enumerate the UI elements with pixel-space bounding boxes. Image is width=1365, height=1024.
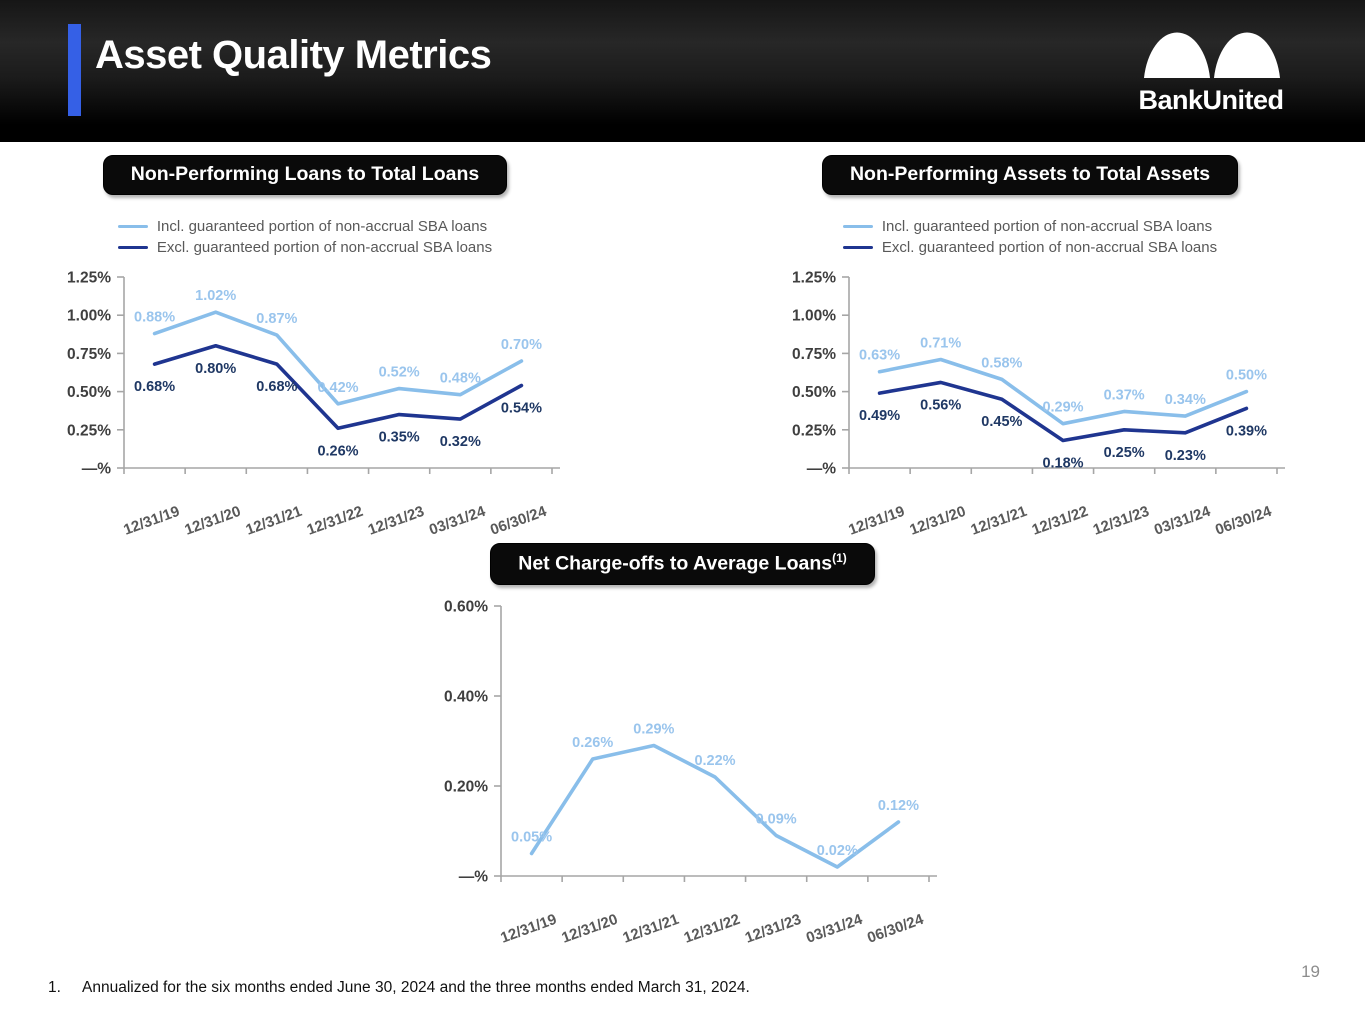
svg-text:1.25%: 1.25% [67,269,111,287]
svg-text:12/31/21: 12/31/21 [968,502,1030,539]
svg-text:0.29%: 0.29% [1042,399,1084,416]
svg-text:0.75%: 0.75% [792,345,836,363]
page-title: Asset Quality Metrics [95,33,492,77]
slide-content [0,142,1365,947]
accent-bar [68,24,81,116]
svg-text:0.42%: 0.42% [317,379,359,396]
svg-text:0.12%: 0.12% [877,797,919,814]
legend-label-excl: Excl. guaranteed portion of non-accrual SBA loans [881,239,1218,256]
logo-arches-icon [1135,12,1287,78]
svg-text:0.75%: 0.75% [67,345,111,363]
svg-text:0.05%: 0.05% [510,829,552,845]
chart-title-nco-footnote-ref: (1) [832,551,847,565]
footnote [48,979,750,997]
svg-text:1.00%: 1.00% [67,307,111,325]
svg-text:0.70%: 0.70% [500,337,542,354]
svg-text:0.45%: 0.45% [981,414,1023,431]
legend-item-excl [118,237,492,258]
legend-label-incl: Incl. guaranteed portion of non-accrual SBA loans [156,218,488,235]
svg-text:0.39%: 0.39% [1225,423,1267,440]
svg-text:0.40%: 0.40% [443,688,488,705]
chart-title-npa [822,155,1238,195]
svg-text:0.49%: 0.49% [859,408,901,425]
chart-block-npa [765,155,1295,539]
svg-text:0.52%: 0.52% [378,364,420,381]
svg-text:0.71%: 0.71% [920,335,962,352]
svg-text:1.02%: 1.02% [195,288,237,305]
svg-text:0.50%: 0.50% [792,384,836,402]
page-number: 19 [1301,962,1320,981]
svg-text:—%: —% [458,868,488,885]
footnote-text: Annualized for the six months ended June 30, 2024 and the three months ended March 31, 2024. [82,979,750,996]
legend-item-incl [118,216,492,237]
svg-text:0.02%: 0.02% [816,842,858,859]
svg-text:0.54%: 0.54% [500,400,542,417]
logo-wordmark: BankUnited [1138,85,1284,115]
bankunited-logo [1135,12,1287,116]
svg-text:0.23%: 0.23% [1164,447,1206,464]
svg-text:0.37%: 0.37% [1103,387,1145,404]
svg-text:0.29%: 0.29% [632,721,674,737]
svg-text:12/31/22: 12/31/22 [1029,502,1091,539]
npa-line-chart [765,263,1295,539]
svg-text:12/31/23: 12/31/23 [365,502,427,539]
svg-text:06/30/24: 06/30/24 [1213,502,1274,539]
svg-text:0.87%: 0.87% [256,311,298,328]
svg-text:0.63%: 0.63% [859,347,901,364]
svg-text:0.22%: 0.22% [693,752,736,769]
svg-text:12/31/20: 12/31/20 [907,502,969,539]
legend-label-incl: Incl. guaranteed portion of non-accrual SBA loans [881,218,1213,235]
svg-text:12/31/23: 12/31/23 [742,910,804,947]
footnote-number: 1. [48,979,61,996]
svg-text:12/31/23: 12/31/23 [1090,502,1152,539]
chart-title-npl [103,155,507,195]
chart-title-npl-text: Non-Performing Loans to Total Loans [130,163,480,185]
svg-text:0.32%: 0.32% [439,434,481,451]
svg-text:1.00%: 1.00% [792,307,836,325]
top-chart-row [0,142,1365,539]
legend-swatch-incl [118,225,148,229]
nco-line-chart [413,590,953,947]
svg-text:0.60%: 0.60% [443,598,488,615]
svg-text:—%: —% [806,460,836,478]
npl-line-chart [40,263,570,539]
svg-text:0.56%: 0.56% [920,397,962,414]
legend-item-incl [843,216,1217,237]
svg-text:0.68%: 0.68% [256,379,298,396]
chart-block-npl [40,155,570,539]
svg-text:1.25%: 1.25% [792,269,836,287]
svg-text:12/31/19: 12/31/19 [497,910,559,947]
svg-text:06/30/24: 06/30/24 [488,502,549,539]
legend-swatch-incl [843,225,873,229]
svg-text:12/31/19: 12/31/19 [121,502,182,539]
svg-text:—%: —% [81,460,111,478]
svg-text:0.80%: 0.80% [195,360,237,377]
svg-text:0.50%: 0.50% [67,384,111,402]
svg-text:0.20%: 0.20% [443,778,488,795]
svg-text:0.58%: 0.58% [981,355,1023,372]
svg-text:0.26%: 0.26% [571,734,613,751]
svg-text:0.18%: 0.18% [1042,455,1084,472]
chart-legend-npl [118,216,492,258]
svg-text:12/31/22: 12/31/22 [304,502,366,539]
svg-text:03/31/24: 03/31/24 [426,502,488,539]
svg-text:0.09%: 0.09% [755,811,797,827]
svg-text:12/31/21: 12/31/21 [620,910,681,947]
svg-text:12/31/21: 12/31/21 [243,502,305,539]
svg-text:03/31/24: 03/31/24 [1151,502,1213,539]
svg-text:12/31/20: 12/31/20 [182,502,244,539]
slide-header [0,0,1365,142]
svg-text:12/31/19: 12/31/19 [846,502,907,539]
svg-text:0.26%: 0.26% [317,443,359,460]
svg-text:12/31/22: 12/31/22 [681,910,742,947]
chart-block-nco [413,543,953,947]
svg-text:0.88%: 0.88% [134,309,176,326]
svg-text:12/31/20: 12/31/20 [558,910,620,947]
legend-label-excl: Excl. guaranteed portion of non-accrual SBA loans [156,239,493,256]
svg-text:0.35%: 0.35% [378,429,420,446]
svg-text:0.48%: 0.48% [439,370,481,387]
svg-text:0.68%: 0.68% [134,379,176,396]
chart-title-nco [490,543,875,585]
svg-text:0.25%: 0.25% [1103,444,1145,461]
chart-title-npa-text: Non-Performing Assets to Total Assets [849,163,1211,185]
svg-text:0.25%: 0.25% [792,422,836,440]
svg-text:03/31/24: 03/31/24 [803,910,865,947]
svg-text:06/30/24: 06/30/24 [864,910,926,947]
svg-text:0.50%: 0.50% [1225,367,1267,384]
svg-text:0.25%: 0.25% [67,422,111,440]
legend-item-excl [843,237,1217,258]
legend-swatch-excl [118,246,148,250]
chart-title-nco-text: Net Charge-offs to Average Loans [518,552,833,575]
chart-legend-npa [843,216,1217,258]
legend-swatch-excl [843,246,873,250]
svg-text:0.34%: 0.34% [1164,392,1206,409]
